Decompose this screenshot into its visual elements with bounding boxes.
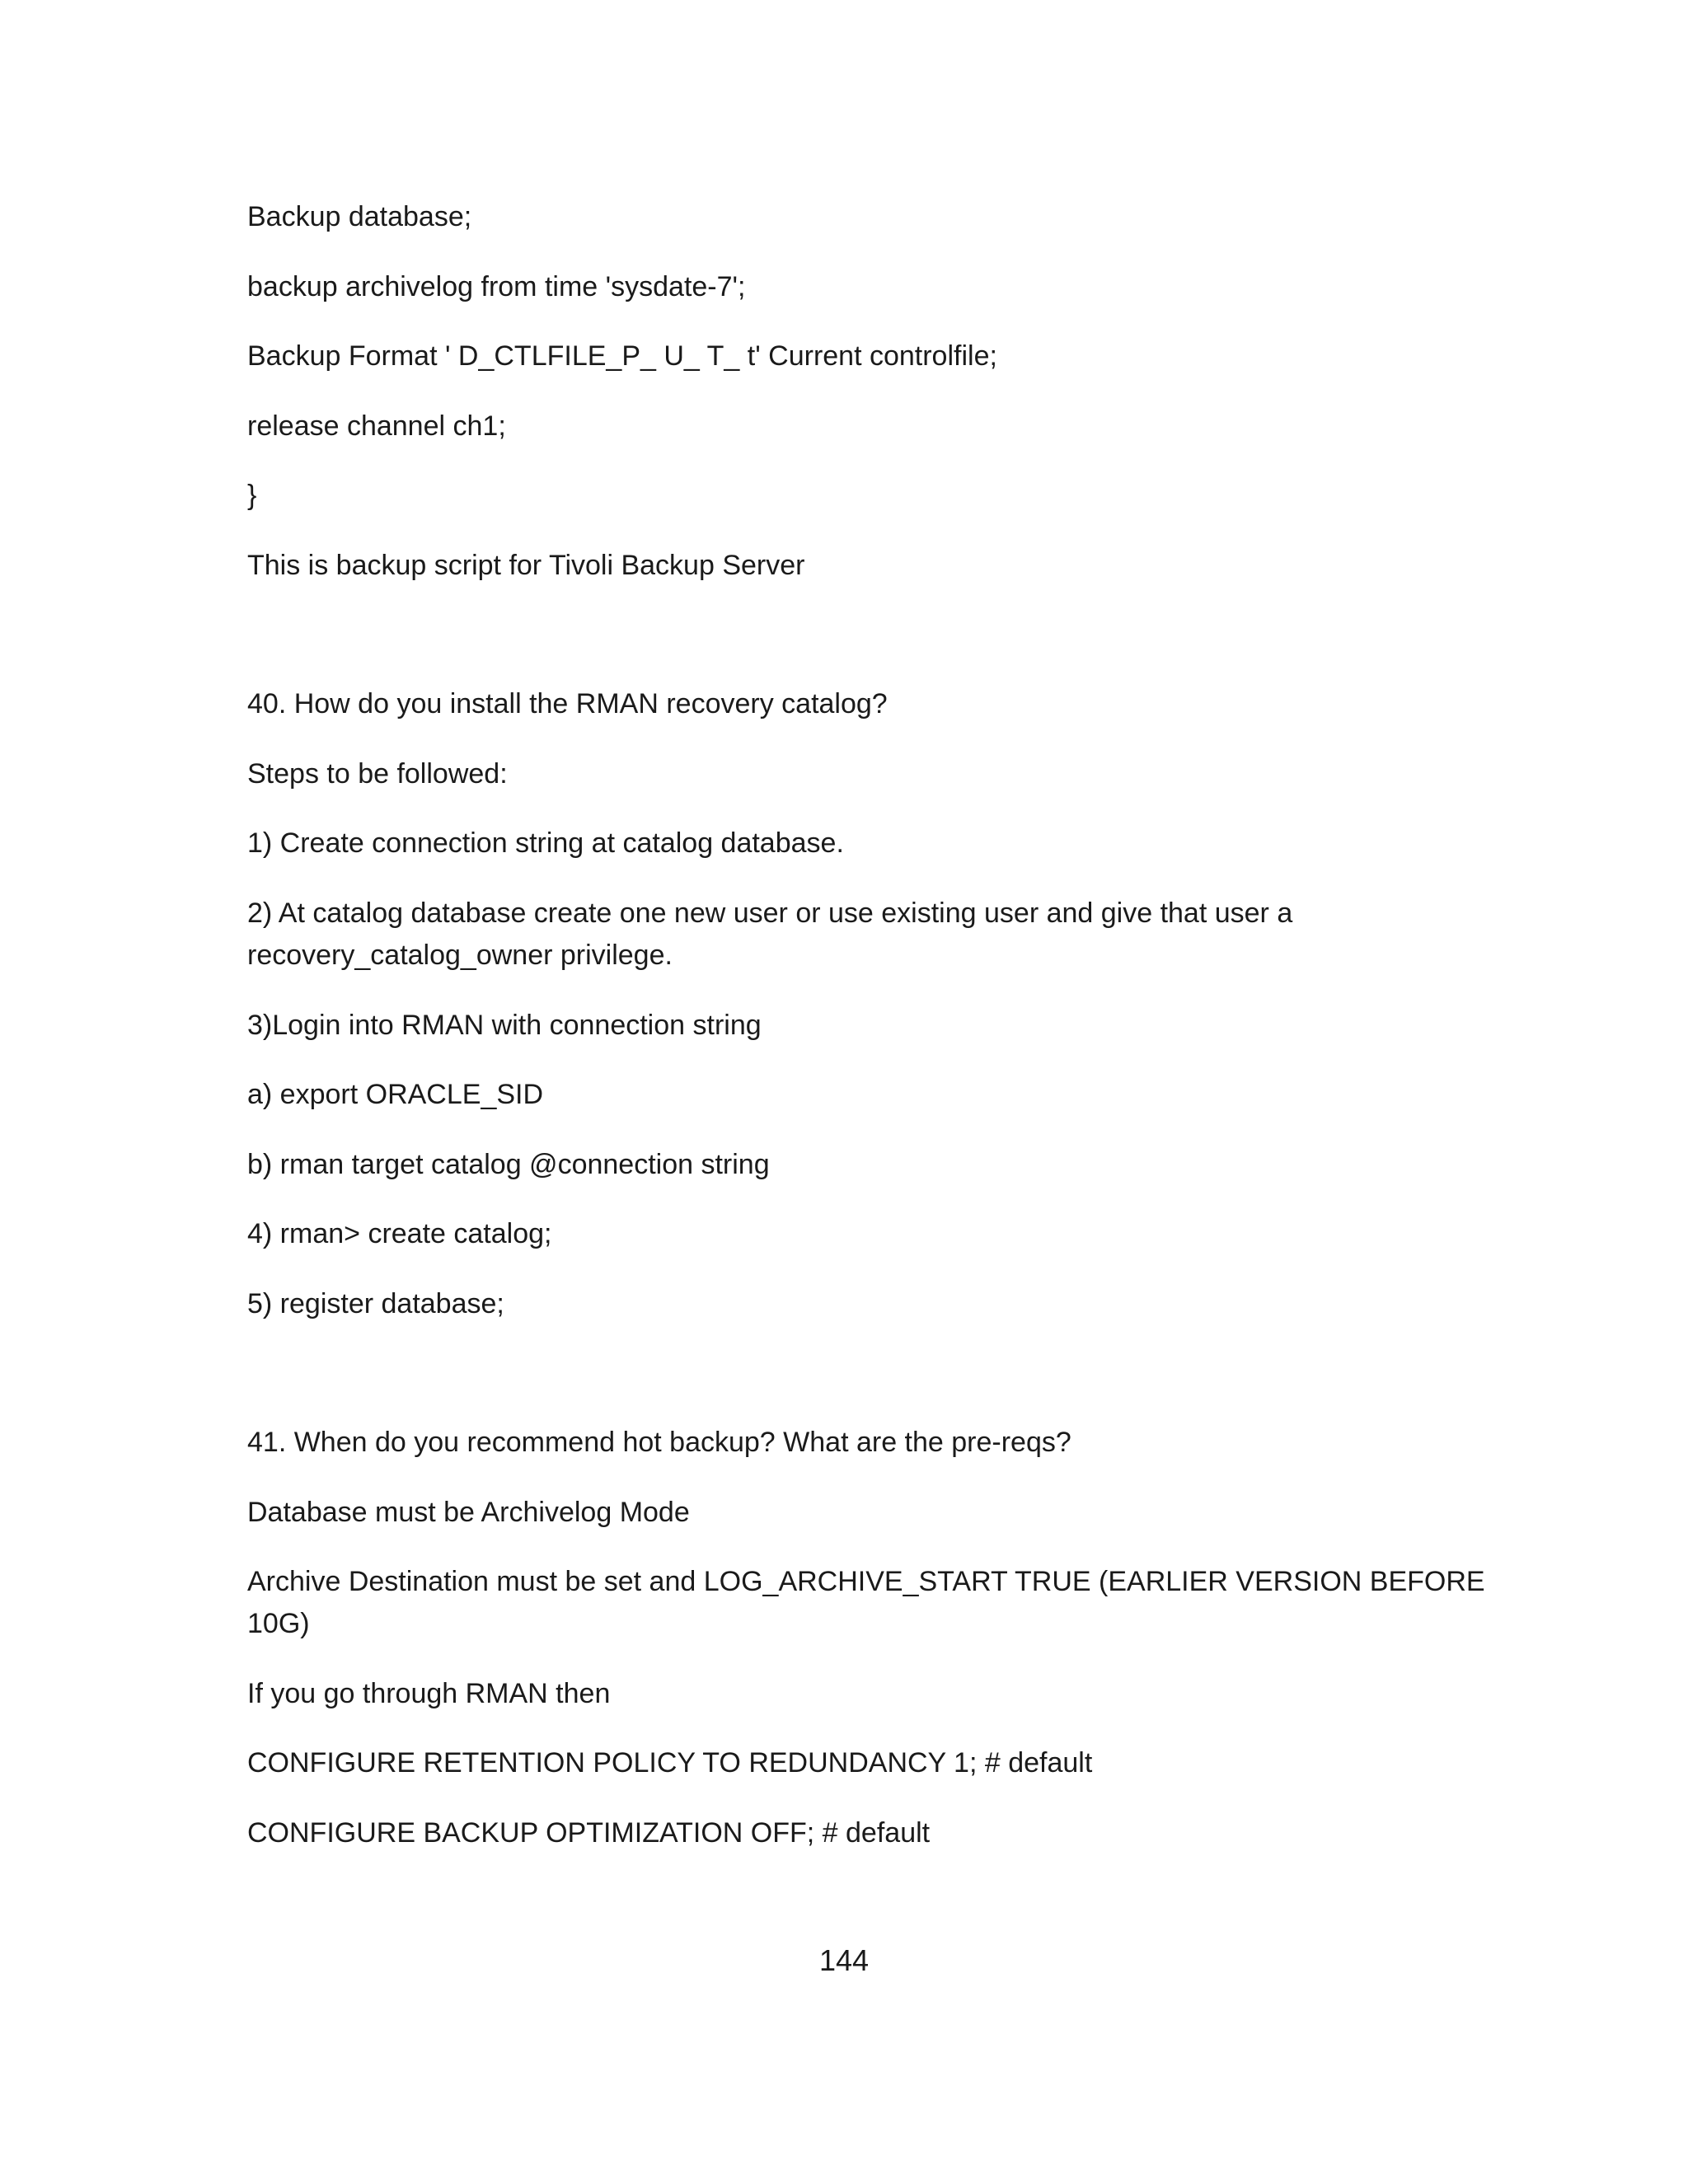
script-description: This is backup script for Tivoli Backup Server [247, 550, 805, 581]
answer-archive-destination: Archive Destination must be set and LOG_ARCHIVE_START TRUE (EARLIER VERSION BEFORE [247, 1566, 1485, 1597]
code-line-closing-brace: } [247, 480, 257, 511]
question-41-heading: 41. When do you recommend hot backup? What are the pre-reqs? [247, 1427, 1071, 1458]
answer-archivelog-mode: Database must be Archivelog Mode [247, 1497, 690, 1528]
config-retention-policy: CONFIGURE RETENTION POLICY TO REDUNDANCY 1; # default [247, 1747, 1093, 1779]
step-1: 1) Create connection string at catalog database. [247, 827, 844, 859]
step-4: 4) rman> create catalog; [247, 1218, 552, 1249]
config-backup-optimization: CONFIGURE BACKUP OPTIMIZATION OFF; # default [247, 1817, 931, 1849]
step-3a: a) export ORACLE_SID [247, 1079, 544, 1110]
code-line-release-channel: release channel ch1; [247, 410, 506, 442]
step-3b: b) rman target catalog @connection string [247, 1149, 770, 1180]
page-number: 144 [818, 1943, 870, 1977]
code-line-backup-archivelog: backup archivelog from time 'sysdate-7'; [247, 271, 746, 302]
question-40-heading: 40. How do you install the RMAN recovery catalog? [247, 688, 888, 719]
step-2: 2) At catalog database create one new user or use existing user and give that user a [247, 898, 1293, 929]
step-3: 3)Login into RMAN with connection string [247, 1010, 762, 1041]
step-5: 5) register database; [247, 1288, 504, 1319]
answer-rman-intro: If you go through RMAN then [247, 1678, 611, 1709]
code-line-backup-format: Backup Format ' D_CTLFILE_P_ U_ T_ t' Current controlfile; [247, 340, 997, 372]
answer-archive-destination-continued: 10G) [247, 1608, 310, 1639]
code-line-backup-database: Backup database; [247, 201, 472, 232]
steps-intro: Steps to be followed: [247, 758, 508, 790]
step-2-continued: recovery_catalog_owner privilege. [247, 940, 673, 971]
